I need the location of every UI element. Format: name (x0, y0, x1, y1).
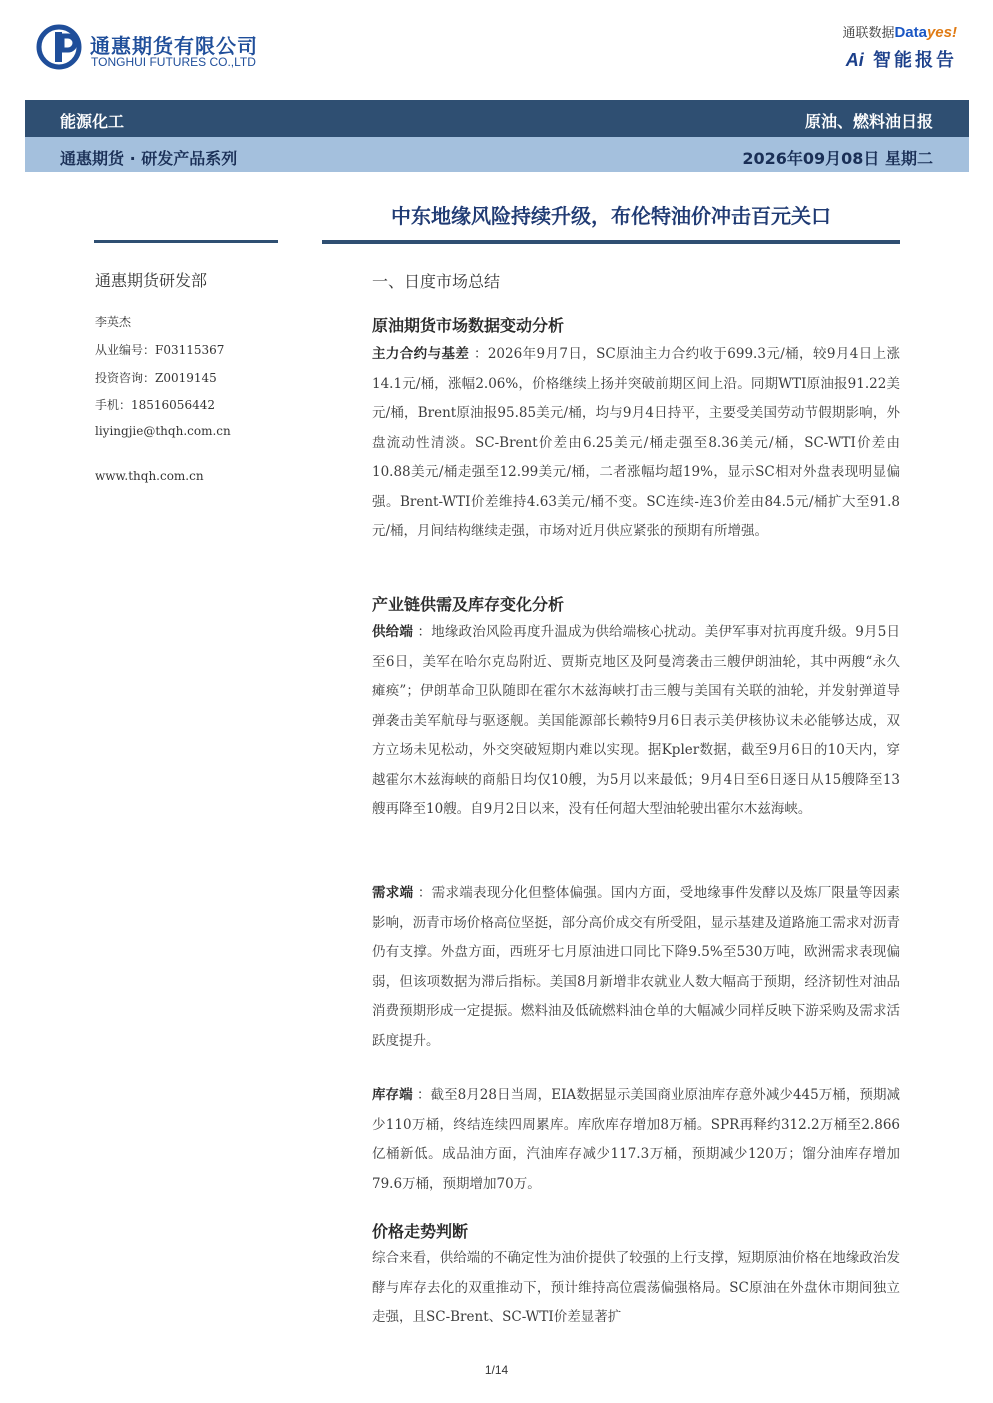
paragraph-text: ：地缘政治风险再度升温成为供给端核心扰动。美伊军事对抗再度升级。9月5日至6日，美军在哈尔克岛附近、贾斯克地区及阿曼湾袭击三艘伊朗油轮，其中两艘“永久瘫痪”；伊朗革命卫队随即在霍尔木兹海峡打击三艘与美国有关联的油轮，并发射弹道导弹袭击美军航母与驱逐舰。美国能源部长赖特9月6日表示美伊核协议未必能够达成，双方立场未见松动，外交突破短期内难以实现。据Kpler数据，截至9月6日的10天内，穿越霍尔木兹海峡的商船日均仅10艘，为5月以来最低；9月4日至6日逐日从15艘降至13艘再降至10艘。自9月2日以来，没有任何超大型油轮驶出霍尔木兹海峡。 (372, 624, 901, 817)
paragraph-demand (372, 879, 900, 1056)
ai-report-label (846, 46, 957, 72)
report-date: 2026年09月08日 星期二 (742, 149, 933, 168)
paragraph-supply (372, 618, 900, 825)
paragraph-label: 主力合约与基差 (372, 346, 470, 362)
company-name-en: TONGHUI FUTURES CO.,LTD (91, 55, 256, 69)
section-heading: 一、日度市场总结 (372, 272, 501, 291)
page-title: 中东地缘风险持续升级，布伦特油价冲击百元关口 (391, 204, 831, 228)
paragraph-text: ：截至8月28日当周，EIA数据显示美国商业原油库存意外减少445万桶，预期减少110万桶，终结连续四周累库。库欣库存增加8万桶。SPR再释约312.2万桶至2.866亿桶新低。成品油方面，汽油库存减少117.3万桶，预期减少120万；馏分油库存增加79.6万桶，预期增加70万。 (372, 1087, 900, 1192)
paragraph-text: ：需求端表现分化但整体偏强。国内方面，受地缘事件发酵以及炼厂限量等因素影响，沥青市场价格高位坚挺，部分高价成交有所受阻，显示基建及道路施工需求对沥青仍有支撑。外盘方面，西班牙七月原油进口同比下降9.5%至530万吨，欧洲需求表现偏弱，但该项数据为滞后指标。美国8月新增非农就业人数大幅高于预期，经济韧性对油品消费预期形成一定提振。燃料油及低硫燃料油仓单的大幅减少同样反映下游采购及需求活跃度提升。 (372, 885, 901, 1049)
report-name: 原油、燃料油日报 (804, 112, 933, 131)
report-type: 智能报告 (873, 50, 957, 71)
phone-number: 手机：18516056442 (95, 398, 215, 412)
email-link[interactable]: liyingjie@thqh.com.cn (95, 424, 231, 438)
partner-prefix: 通联数据 (842, 26, 895, 41)
consult-number: 投资咨询：Z0019145 (95, 371, 217, 385)
page-number: 1/14 (484, 1363, 509, 1377)
paragraph-contract-basis (372, 340, 900, 547)
paragraph-inventory (372, 1081, 900, 1199)
paragraph-label: 供给端 (372, 624, 414, 640)
paragraph-outlook: 综合来看，供给端的不确定性为油价提供了较强的上行支撑，短期原油价格在地缘政治发酵与库存去化的双重推动下，预计维持高位震荡偏强格局。SC原油在外盘休市期间独立走强，且SC-Brent、SC-WTI价差显著扩 (372, 1250, 900, 1325)
sidebar-divider (94, 240, 278, 243)
analyst-name: 李英杰 (95, 315, 132, 329)
company-logo-icon (36, 24, 82, 70)
subsection-heading-futures: 原油期货市场数据变动分析 (372, 316, 565, 335)
title-divider (322, 240, 900, 244)
paragraph-label: 需求端 (372, 885, 414, 901)
partner-brand-suffix: yes! (926, 24, 957, 41)
paragraph-label: 库存端 (372, 1087, 413, 1103)
sector-label: 能源化工 (60, 112, 125, 131)
partner-brand: Data (894, 24, 927, 41)
paragraph-text: ：2026年9月7日，SC原油主力合约收于699.3元/桶，较9月4日上涨14.1元/桶，涨幅2.06%，价格继续上扬并突破前期区间上沿。同期WTI原油报91.22美元/桶，Brent原油报95.85美元/桶，均与9月4日持平，主要受美国劳动节假期影响，外盘流动性清淡。SC-Brent价差由6.25美元/桶走强至8.36美元/桶，SC-WTI价差由10.88美元/桶走强至12.99美元/桶，二者涨幅均超19%，显示SC相对外盘表现明显偏强。Brent-WTI价差维持4.63美元/桶不变。SC连续-连3价差由84.5元/桶扩大至91.8元/桶，月间结构继续走强，市场对近月供应紧张的预期有所增强。 (372, 346, 900, 539)
company-name-cn: 通惠期货有限公司 (90, 34, 258, 58)
ai-mark: Ai (845, 50, 864, 70)
subsection-heading-supply-demand: 产业链供需及库存变化分析 (372, 595, 565, 614)
website-link[interactable]: www.thqh.com.cn (95, 469, 204, 483)
series-label: 通惠期货 · 研发产品系列 (60, 149, 238, 168)
department-name: 通惠期货研发部 (95, 271, 208, 290)
partner-logo (842, 22, 957, 41)
subsection-heading-price-outlook: 价格走势判断 (372, 1222, 469, 1241)
license-number: 从业编号：F03115367 (95, 343, 225, 357)
